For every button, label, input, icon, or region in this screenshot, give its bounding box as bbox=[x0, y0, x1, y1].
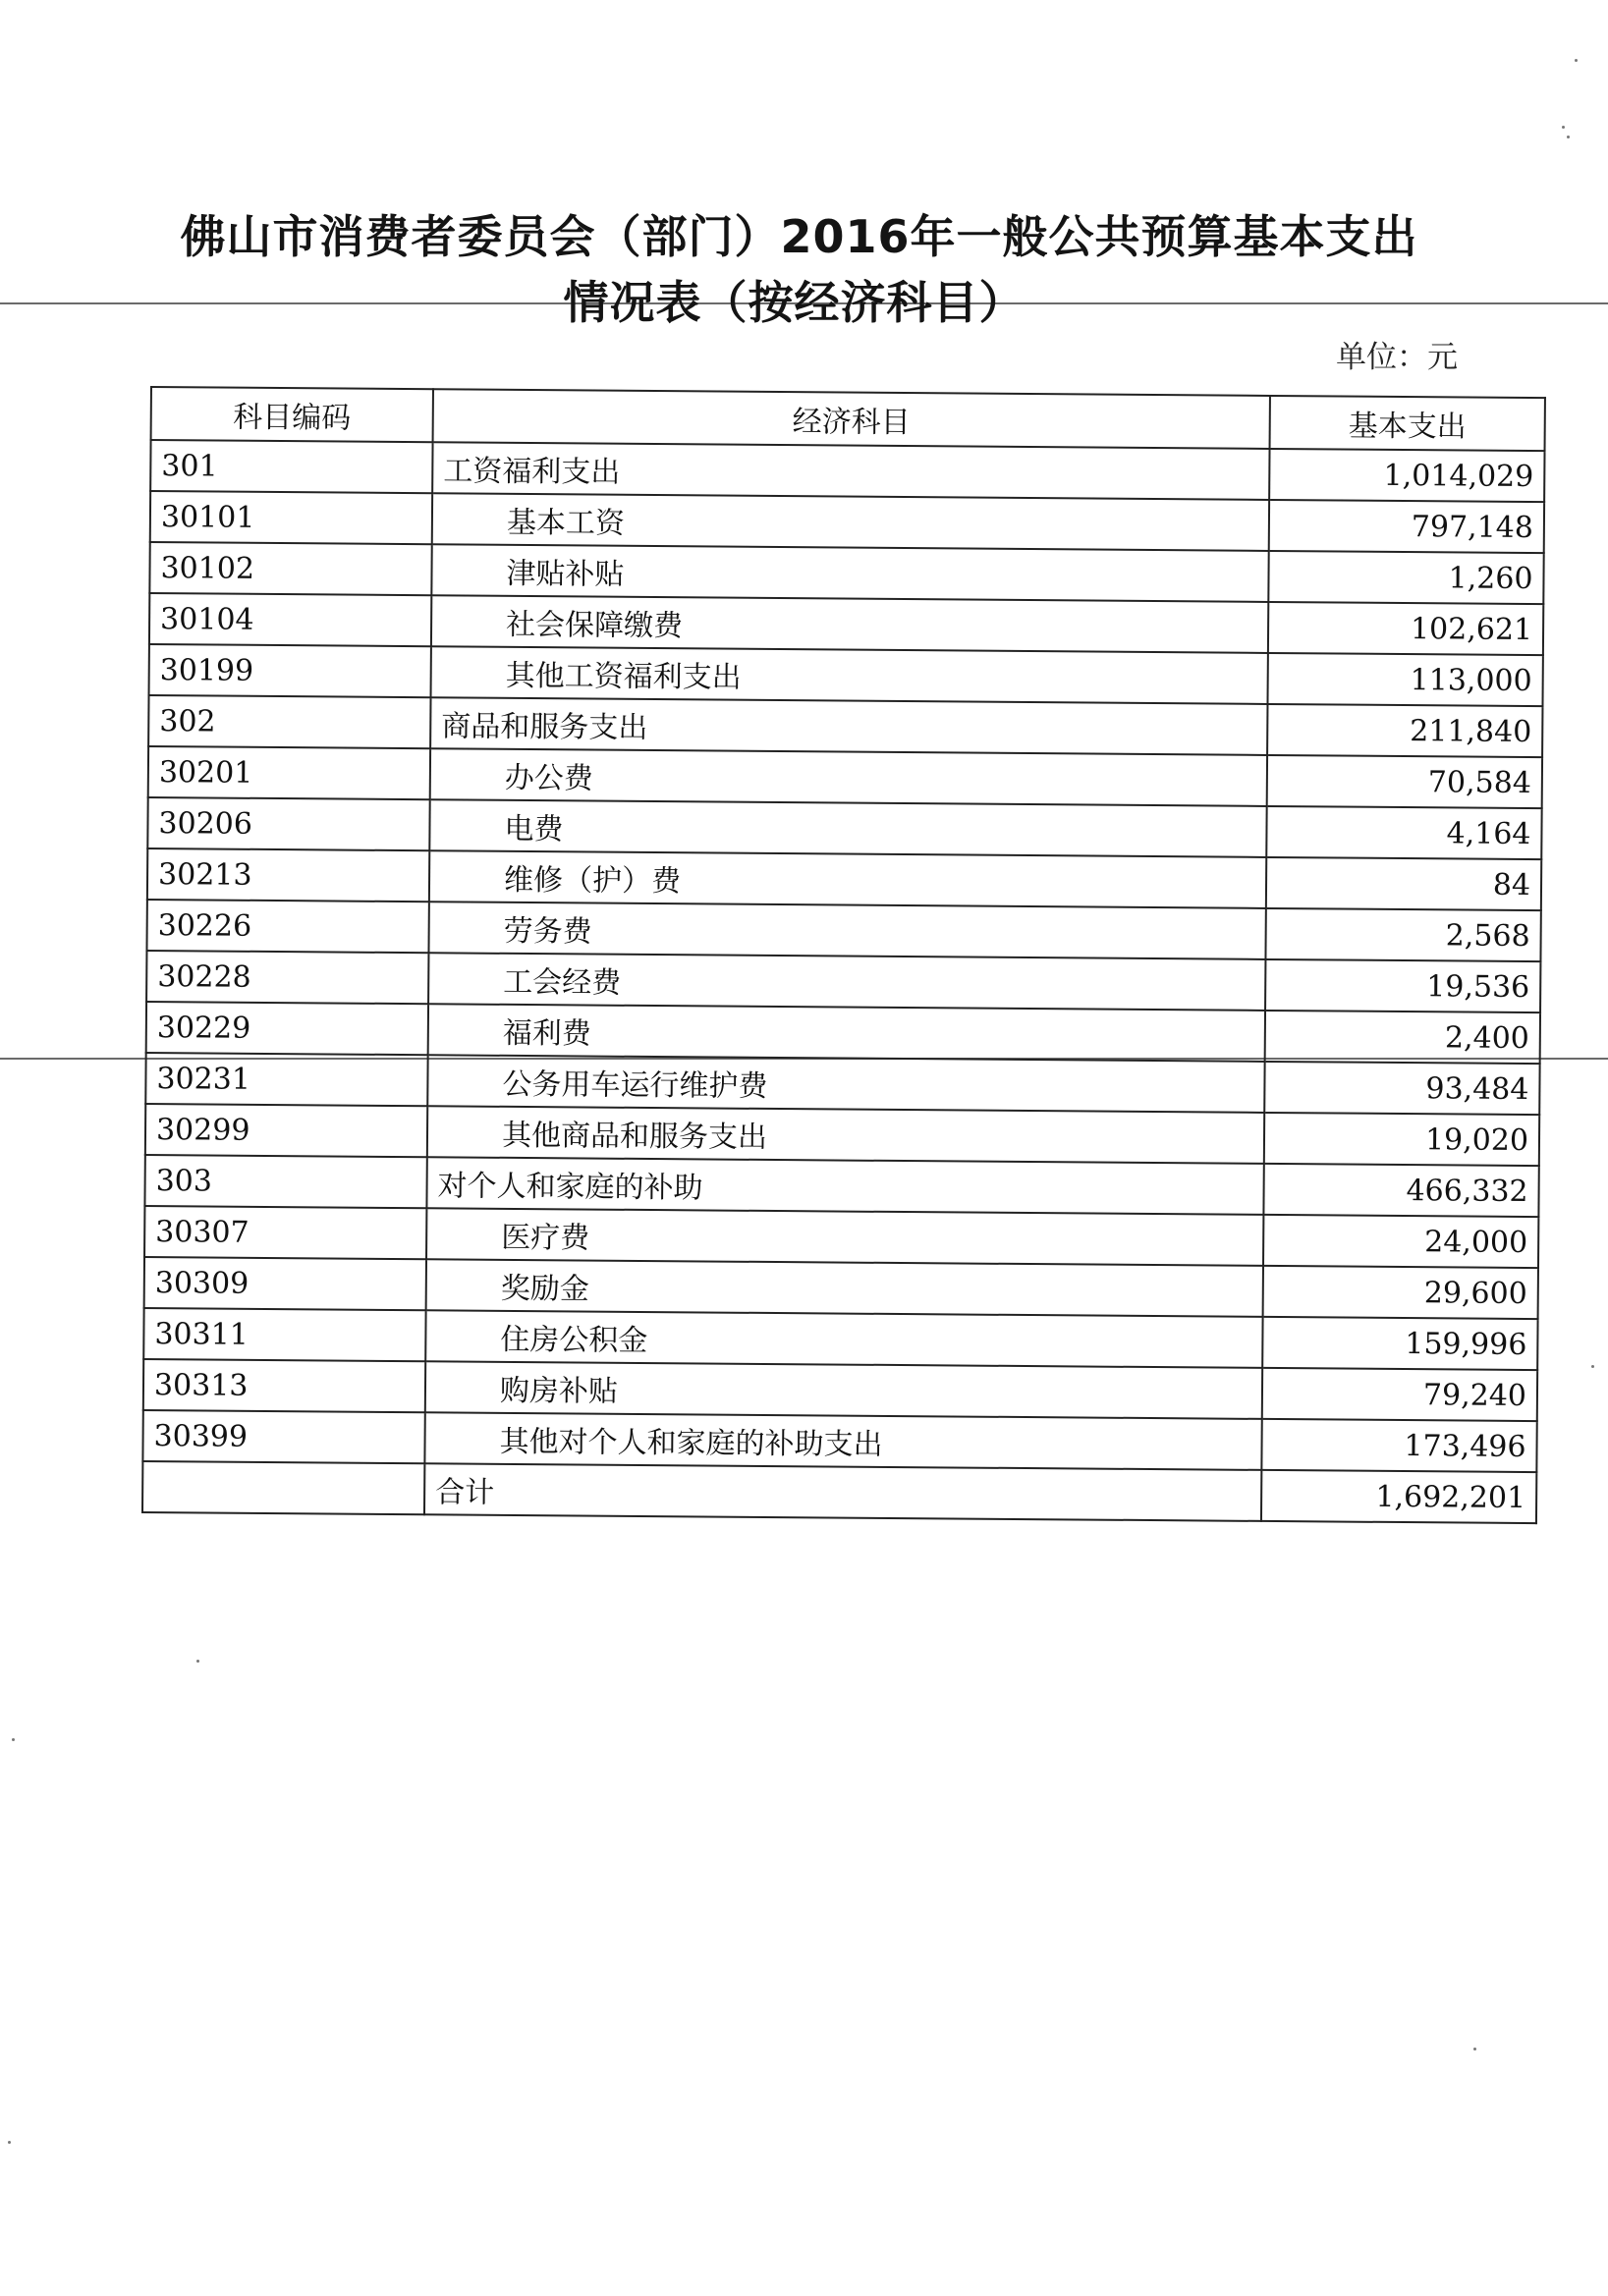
row-amount: 93,484 bbox=[1264, 1062, 1539, 1115]
row-amount: 159,996 bbox=[1262, 1317, 1537, 1370]
row-name: 电费 bbox=[429, 799, 1266, 857]
row-amount: 797,148 bbox=[1269, 500, 1544, 553]
row-name: 奖励金 bbox=[426, 1259, 1263, 1317]
row-amount: 1,260 bbox=[1268, 551, 1543, 604]
row-code: 30313 bbox=[143, 1359, 425, 1412]
row-code: 30104 bbox=[149, 593, 431, 646]
header-name: 经济科目 bbox=[433, 389, 1270, 449]
row-name: 工资福利支出 bbox=[432, 442, 1269, 500]
header-code: 科目编码 bbox=[151, 387, 433, 442]
row-name: 基本工资 bbox=[432, 493, 1269, 551]
row-amount: 29,600 bbox=[1263, 1266, 1538, 1319]
row-code bbox=[142, 1461, 424, 1514]
row-name: 公务用车运行维护费 bbox=[427, 1055, 1264, 1113]
scan-speck bbox=[1562, 126, 1565, 129]
row-name: 维修（护）费 bbox=[429, 850, 1266, 908]
row-amount: 102,621 bbox=[1268, 602, 1543, 655]
row-code: 30307 bbox=[144, 1206, 426, 1259]
row-code: 30231 bbox=[145, 1053, 427, 1106]
row-amount: 4,164 bbox=[1266, 806, 1541, 859]
header-amount: 基本支出 bbox=[1270, 396, 1545, 451]
row-code: 30199 bbox=[149, 644, 431, 697]
row-code: 30309 bbox=[144, 1257, 426, 1310]
row-name: 其他工资福利支出 bbox=[431, 646, 1268, 704]
row-name: 合计 bbox=[424, 1463, 1261, 1521]
row-amount: 24,000 bbox=[1263, 1215, 1538, 1268]
budget-table bbox=[141, 386, 1546, 1524]
row-amount: 79,240 bbox=[1262, 1368, 1537, 1421]
row-amount: 84 bbox=[1266, 857, 1541, 910]
document-title-line-1: 佛山市消费者委员会（部门）2016年一般公共预算基本支出 bbox=[180, 210, 1418, 263]
row-code: 30229 bbox=[146, 1002, 428, 1055]
scan-speck bbox=[12, 1738, 15, 1741]
row-name: 住房公积金 bbox=[425, 1310, 1262, 1368]
row-code: 30206 bbox=[147, 797, 429, 850]
document-title-line-2: 情况表（按经济科目） bbox=[563, 276, 1026, 329]
row-name: 办公费 bbox=[430, 748, 1267, 806]
row-code: 302 bbox=[148, 695, 430, 748]
row-code: 301 bbox=[150, 440, 432, 493]
scan-speck bbox=[1473, 2048, 1476, 2050]
row-name: 购房补贴 bbox=[425, 1361, 1262, 1419]
row-amount: 19,020 bbox=[1264, 1113, 1539, 1166]
row-amount: 19,536 bbox=[1265, 959, 1540, 1012]
row-name: 社会保障缴费 bbox=[431, 595, 1268, 653]
row-code: 303 bbox=[144, 1155, 426, 1208]
row-code: 30399 bbox=[142, 1410, 424, 1463]
table-row bbox=[142, 1461, 1536, 1523]
row-name: 其他商品和服务支出 bbox=[427, 1106, 1264, 1164]
scan-speck bbox=[1567, 136, 1570, 138]
scan-speck bbox=[196, 1660, 199, 1663]
row-code: 30228 bbox=[146, 951, 428, 1004]
row-amount: 113,000 bbox=[1267, 653, 1542, 706]
row-name: 商品和服务支出 bbox=[430, 697, 1267, 755]
row-name: 福利费 bbox=[428, 1004, 1265, 1062]
row-code: 30311 bbox=[143, 1308, 425, 1361]
row-code: 30101 bbox=[150, 491, 432, 544]
row-amount: 173,496 bbox=[1261, 1419, 1536, 1472]
scan-speck bbox=[1591, 1365, 1594, 1368]
row-code: 30226 bbox=[146, 900, 428, 953]
row-name: 工会经费 bbox=[428, 953, 1265, 1011]
unit-label: 单位：元 bbox=[1336, 340, 1458, 375]
row-name: 津贴补贴 bbox=[431, 544, 1268, 602]
row-amount: 1,692,201 bbox=[1261, 1470, 1536, 1523]
row-amount: 466,332 bbox=[1263, 1164, 1538, 1217]
row-code: 30299 bbox=[145, 1104, 427, 1157]
row-name: 其他对个人和家庭的补助支出 bbox=[424, 1412, 1261, 1470]
row-code: 30201 bbox=[148, 746, 430, 799]
scan-speck bbox=[8, 2141, 11, 2144]
row-name: 医疗费 bbox=[426, 1208, 1263, 1266]
scan-speck bbox=[1575, 59, 1578, 62]
row-name: 劳务费 bbox=[428, 902, 1265, 959]
row-amount: 1,014,029 bbox=[1269, 449, 1544, 502]
row-amount: 70,584 bbox=[1267, 755, 1542, 808]
row-code: 30102 bbox=[149, 542, 431, 595]
row-amount: 2,400 bbox=[1265, 1011, 1540, 1064]
row-code: 30213 bbox=[147, 848, 429, 902]
row-amount: 211,840 bbox=[1267, 704, 1542, 757]
row-amount: 2,568 bbox=[1265, 908, 1540, 961]
row-name: 对个人和家庭的补助 bbox=[426, 1157, 1263, 1215]
